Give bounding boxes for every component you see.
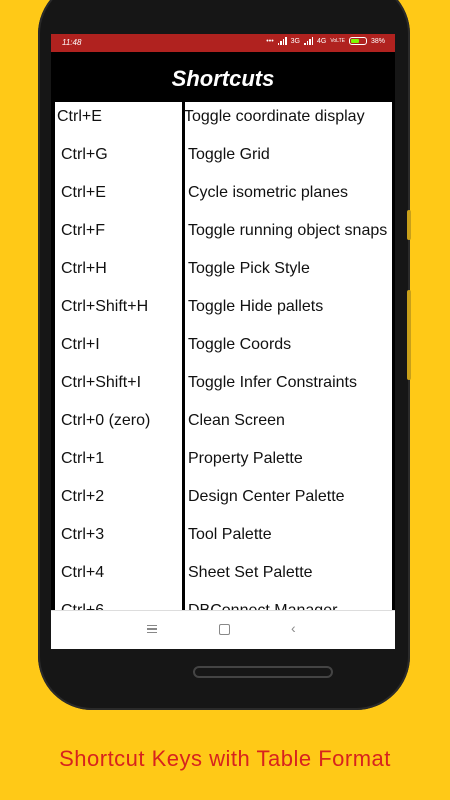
status-icons	[266, 37, 385, 45]
battery-icon	[349, 37, 367, 45]
navigation-bar	[51, 610, 395, 649]
table-row	[55, 450, 392, 488]
table-row	[55, 222, 392, 260]
shortcut-key: Ctrl+E	[57, 108, 102, 125]
table-row	[55, 336, 392, 374]
table-row	[55, 488, 392, 526]
shortcut-command: Property Palette	[188, 450, 303, 467]
phone-screen	[51, 34, 395, 648]
back-icon[interactable]: ‹	[291, 620, 296, 636]
status-bar	[51, 34, 395, 52]
recent-apps-icon[interactable]	[147, 625, 157, 634]
table-row	[55, 564, 392, 602]
shortcut-command: Toggle coordinate display	[184, 108, 365, 125]
shortcut-command: Toggle running object snaps	[188, 222, 388, 239]
shortcut-command: Design Center Palette	[188, 488, 345, 505]
table-row	[55, 526, 392, 564]
table-row	[55, 146, 392, 184]
dots-icon: •••	[266, 37, 274, 45]
shortcut-key: Ctrl+3	[61, 526, 105, 543]
shortcut-command: Toggle Infer Constraints	[188, 374, 357, 391]
power-button	[407, 290, 411, 380]
table-row	[55, 412, 392, 450]
shortcut-key: Ctrl+H	[61, 260, 107, 277]
shortcut-command: Tool Palette	[188, 526, 272, 543]
shortcut-command: Toggle Hide pallets	[188, 298, 324, 315]
table-row	[55, 108, 392, 146]
shortcut-key: Ctrl+Shift+I	[61, 374, 142, 391]
shortcut-key: Ctrl+I	[61, 336, 100, 353]
shortcut-key: Ctrl+1	[61, 450, 105, 467]
shortcut-key: Ctrl+0 (zero)	[61, 412, 151, 429]
home-icon[interactable]	[219, 624, 230, 635]
shortcut-command: Sheet Set Palette	[188, 564, 313, 581]
shortcut-command: Cycle isometric planes	[188, 184, 349, 201]
shortcut-command: Clean Screen	[188, 412, 285, 429]
shortcut-key: Ctrl+E	[61, 184, 106, 201]
network-label-2: 4G	[317, 37, 327, 45]
shortcut-key: Ctrl+F	[61, 222, 105, 239]
shortcut-key: Ctrl+G	[61, 146, 108, 163]
table-row	[55, 260, 392, 298]
volume-button	[407, 210, 411, 240]
phone-home-bar	[193, 666, 333, 678]
shortcut-command: Toggle Grid	[188, 146, 270, 163]
page-title: Shortcuts	[51, 52, 395, 102]
table-row	[55, 184, 392, 222]
caption: Shortcut Keys with Table Format	[59, 746, 391, 771]
shortcut-command: Toggle Pick Style	[188, 260, 310, 277]
shortcut-key: Ctrl+4	[61, 564, 105, 581]
shortcut-key: Ctrl+Shift+H	[61, 298, 149, 315]
table-row	[55, 298, 392, 336]
volte-label: VoLTE	[330, 38, 345, 44]
shortcut-key: Ctrl+2	[61, 488, 105, 505]
shortcut-command: Toggle Coords	[188, 336, 292, 353]
signal-icon-2	[304, 37, 313, 45]
shortcuts-table[interactable]	[55, 102, 392, 610]
battery-percent: 38%	[370, 37, 385, 45]
network-label-1: 3G	[290, 37, 300, 45]
status-time: 11:48	[62, 38, 82, 47]
table-row	[55, 374, 392, 412]
signal-icon	[278, 37, 287, 45]
